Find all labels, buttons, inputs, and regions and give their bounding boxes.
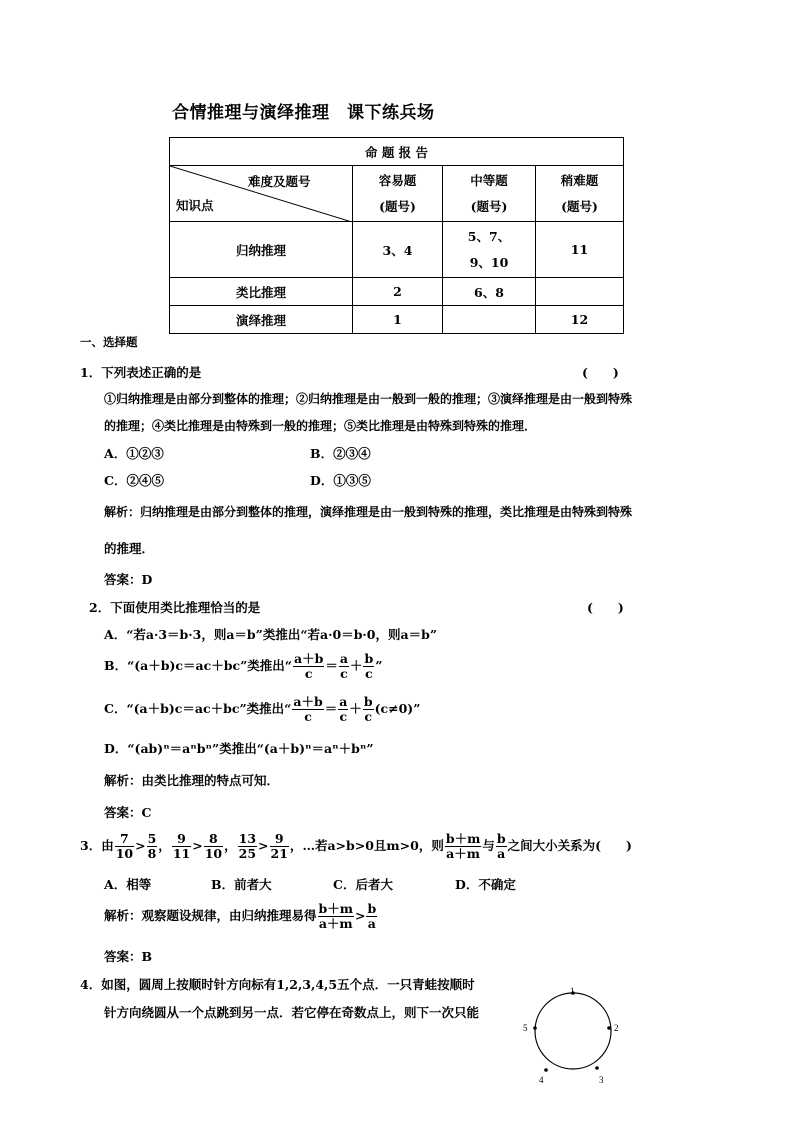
topic-cell: 类比推理 [170,278,353,306]
section-heading: 一、选择题 [80,335,138,349]
q2-c-prefix: C．“(a＋b)c＝ac＋bc”类推出“ [104,700,292,716]
easy-cell: 2 [353,278,443,306]
q3-stem: 3．由 $\frac{7}{10}$ > $\frac{5}{8}$ ， $\frac{9}{11}$ > $\frac{8}{10}$ ， $\frac{13}{25}$ > $\frac{9}{21}$ ，…若a>b>0且m>0，则 $\frac{b+m}{a+m}$ 与 $\frac{b}{a}$ 之间大小关系为( ) [80,831,632,861]
report-caption: 命 题 报 告 [170,138,624,166]
q1-option-c: C．②④⑤ [104,473,164,488]
mid-cell [443,222,536,278]
q3-option-c: C．后者大 [333,877,393,892]
point-5-label: 5 [523,1023,528,1033]
q4-line2: 针方向绕圆从一个点跳到另一点．若它停在奇数点上，则下一次只能 [104,1005,480,1020]
q1-line1: ①归纳推理是由部分到整体的推理；②归纳推理是由一般到一般的推理；③演绎推理是由一般到特殊 [104,392,633,406]
q2-option-d: D．“(ab)ⁿ＝aⁿbⁿ”类推出“(a＋b)ⁿ＝aⁿ＋bⁿ” [104,741,374,756]
point-2-dot [607,1026,611,1030]
fraction: $\frac{b}{a}$ [367,901,377,931]
q1-option-a: A．①②③ [104,446,164,461]
q2-option-a: A．“若a·3＝b·3，则a＝b”类推出“若a·0＝b·0，则a＝b” [104,627,438,642]
q2-analysis: 解析：由类比推理的特点可知． [104,773,280,788]
q1-answer: 答案：D [104,572,153,587]
q2-option-c: C．“(a＋b)c＝ac＋bc”类推出“ $\frac{a+b}{c}$ ＝ $\frac{a}{c}$ ＋ $\frac{b}{c}$ (c≠0)” [104,694,421,724]
diag-bottom-label: 知识点 [176,198,214,213]
hard-cell [536,278,624,306]
easy-cell: 3、4 [353,222,443,278]
point-3-label: 3 [599,1075,604,1085]
hard-cell: 11 [536,222,624,278]
diag-top-label: 难度及题号 [248,174,311,189]
q3-answer: 答案：B [104,949,153,964]
header-hard [536,166,624,222]
fraction: $\frac{a+b}{c}$ [293,694,323,724]
q3-option-a: A．相等 [104,877,152,892]
mid-cell-l1: 5、7、 [467,228,511,244]
table-row [170,222,624,278]
point-4-dot [544,1068,548,1072]
q2-paren: ( ) [587,600,624,615]
circle-outline [535,993,611,1069]
q1-analysis-line1: 解析：归纳推理是由部分到整体的推理，演绎推理是由一般到特殊的推理，类比推理是由特殊到特殊 [104,505,633,519]
q3-option-b: B．前者大 [211,877,272,892]
fraction: $\frac{b+m}{a+m}$ [445,831,481,861]
header-easy-l2: (题号) [379,198,416,214]
table-row [170,278,624,306]
point-1-label: 1 [570,986,575,996]
topic-cell: 归纳推理 [170,222,353,278]
header-mid [443,166,536,222]
fraction: $\frac{b+m}{a+m}$ [318,901,353,931]
mid-cell-l2: 9、10 [469,254,509,270]
header-easy-l1: 容易题 [378,172,417,188]
topic-cell: 演绎推理 [170,306,353,334]
fraction: $\frac{a}{c}$ [339,651,348,681]
q1-option-b: B．②③④ [310,446,371,461]
q1-stem: 1．下列表述正确的是 [80,365,202,380]
q2-stem: 2．下面使用类比推理恰当的是 [89,600,261,615]
header-hard-l2: (题号) [561,198,598,214]
fraction: $\frac{9}{11}$ [172,831,191,861]
q1-paren: ( ) [582,365,619,380]
table-row [170,306,624,334]
point-4-label: 4 [539,1075,544,1085]
mid-cell [443,306,536,334]
circle-diagram [515,985,625,1090]
header-hard-l1: 稍难题 [560,172,599,188]
fraction: $\frac{b}{c}$ [364,651,374,681]
q3-option-d: D．不确定 [455,877,516,892]
easy-cell: 1 [353,306,443,334]
fraction: $\frac{a+b}{c}$ [293,651,324,681]
header-mid-l1: 中等题 [470,172,508,188]
q1-line2: 的推理；④类比推理是由特殊到一般的推理；⑤类比推理是由特殊到特殊的推理． [104,419,537,433]
q2-b-prefix: B．“(a＋b)c＝ac＋bc”类推出“ [104,657,292,673]
fraction: $\frac{b}{a}$ [496,831,506,861]
point-3-dot [595,1066,599,1070]
fraction: $\frac{b}{c}$ [363,694,373,724]
fraction: $\frac{a}{c}$ [339,694,348,724]
fraction: $\frac{8}{10}$ [204,831,223,861]
diagonal-header-cell [170,166,353,222]
hard-cell: 12 [536,306,624,334]
q2-answer: 答案：C [104,805,152,820]
mid-cell: 6、8 [443,278,536,306]
fraction: $\frac{9}{21}$ [270,831,288,861]
q2-option-b: B．“(a＋b)c＝ac＋bc”类推出“ $\frac{a+b}{c}$ ＝ $\frac{a}{c}$ ＋ $\frac{b}{c}$ ” [104,651,383,681]
q4-line1: 4．如图，圆周上按顺时针方向标有1,2,3,4,5五个点．一只青蛙按顺时 [80,977,475,992]
header-mid-l2: (题号) [470,198,508,214]
q1-option-d: D．①③⑤ [310,473,371,488]
q1-analysis-line2: 的推理． [104,541,155,556]
fraction: $\frac{13}{25}$ [238,831,257,861]
fraction: $\frac{5}{8}$ [147,831,157,861]
fraction: $\frac{7}{10}$ [115,831,134,861]
report-table [169,137,624,334]
point-5-dot [533,1026,537,1030]
page-title: 合情推理与演绎推理 课下练兵场 [172,103,435,123]
point-2-label: 2 [614,1023,619,1033]
q3-analysis: 解析：观察题设规律，由归纳推理易得 $\frac{b+m}{a+m}$ > $\frac{b}{a}$ [104,901,377,931]
header-easy [353,166,443,222]
